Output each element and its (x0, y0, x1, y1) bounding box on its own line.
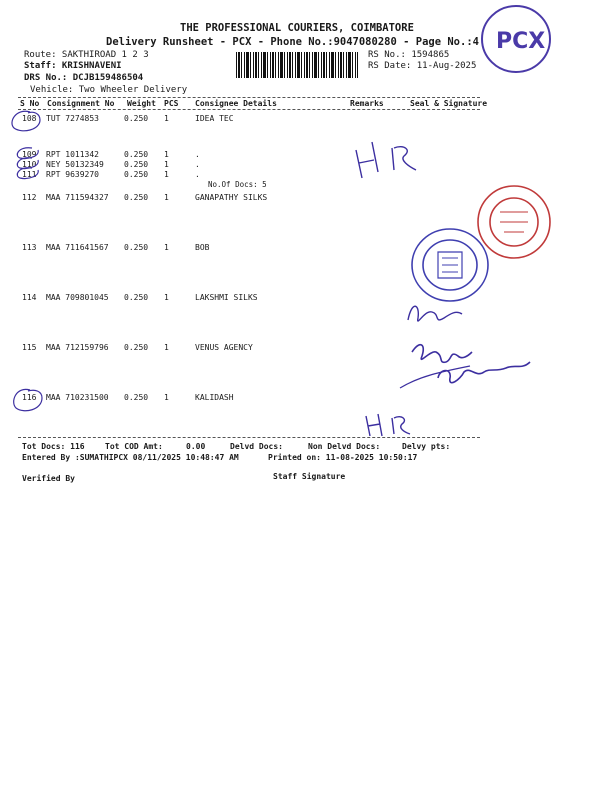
row-consignee: KALIDASH (195, 393, 234, 402)
col-consignee: Consignee Details (195, 99, 277, 108)
signature-underline (400, 366, 470, 388)
rs-date: RS Date: 11-Aug-2025 (368, 61, 477, 71)
row-sno: 114 (22, 293, 37, 302)
bank-seal-icon (412, 229, 488, 301)
non-delvd-docs: Non Delvd Docs: (308, 442, 381, 451)
row-consignment: MAA 709801045 (46, 293, 109, 302)
row-sno: 113 (22, 243, 37, 252)
row-pcs: 1 (164, 193, 169, 202)
hr-scribble-bottom (366, 414, 410, 436)
rs-number: RS No.: 1594865 (368, 50, 450, 60)
hr-scribble-top (356, 142, 416, 178)
col-remarks: Remarks (350, 99, 384, 108)
row-pcs: 1 (164, 114, 169, 123)
col-weight: Weight (127, 99, 156, 108)
tot-cod-label: Tot COD Amt: (105, 442, 163, 451)
company-title: THE PROFESSIONAL COURIERS, COIMBATORE (180, 22, 414, 34)
row-weight: 0.250 (124, 293, 149, 302)
pcx-stamp-text: PCX (496, 29, 546, 54)
row-weight: 0.250 (124, 243, 149, 252)
row-weight: 0.250 (124, 170, 149, 179)
drs-label: DRS No.: DCJB159486504 (24, 73, 144, 83)
row-sno: 109 (22, 150, 37, 159)
tot-cod-amount: 0.00 (186, 442, 206, 451)
staff-label: Staff: KRISHNAVENI (24, 61, 122, 71)
row-consignment: MAA 710231500 (46, 393, 109, 402)
delvd-docs: Delvd Docs: (230, 442, 283, 451)
row-consignment: RPT 9639270 (46, 170, 99, 179)
circle-mark-110 (17, 158, 38, 169)
row-consignee: BOB (195, 243, 210, 252)
row-consignee: . (195, 150, 200, 159)
delvy-pts: Delvy pts: (402, 442, 451, 451)
circle-mark-116 (14, 389, 42, 410)
row-consignment: MAA 712159796 (46, 343, 109, 352)
row-consignment: NEY 50132349 (46, 160, 104, 169)
row-sno: 115 (22, 343, 37, 352)
row-consignee: IDEA TEC (195, 114, 234, 123)
staff-signature: Staff Signature (273, 472, 346, 481)
runsheet-subtitle: Delivery Runsheet - PCX - Phone No.:9047080280 - Page No.:4 (106, 36, 479, 48)
col-seal: Seal & Signature (410, 99, 488, 108)
row-pcs: 1 (164, 160, 169, 169)
row-pcs: 1 (164, 393, 169, 402)
signature-numbers (438, 362, 530, 383)
col-sno: S No (20, 99, 40, 108)
vehicle-label: Vehicle: Two Wheeler Delivery (30, 85, 188, 95)
row-weight: 0.250 (124, 393, 149, 402)
row-sno: 110 (22, 160, 37, 169)
row-weight: 0.250 (124, 193, 149, 202)
row-weight: 0.250 (124, 160, 149, 169)
footer-rule (18, 437, 480, 438)
signature-lakshmi (408, 306, 462, 321)
circle-mark-109 (17, 148, 38, 159)
row-pcs: 1 (164, 343, 169, 352)
row-consignee: VENUS AGENCY (195, 343, 253, 352)
row-consignment: RPT 1011342 (46, 150, 99, 159)
col-consignment: Consignment No (47, 99, 115, 108)
row-consignment: MAA 711594327 (46, 193, 109, 202)
row-sno: 116 (22, 393, 37, 402)
row-pcs: 1 (164, 243, 169, 252)
row-consignment: TUT 7274853 (46, 114, 99, 123)
circle-mark-108 (12, 111, 40, 131)
row-consignee: LAKSHMI SILKS (195, 293, 258, 302)
row-consignee: . (195, 170, 200, 179)
row-weight: 0.250 (124, 114, 149, 123)
row-sno: 111 (22, 170, 37, 179)
tot-docs: Tot Docs: 116 (22, 442, 85, 451)
row-weight: 0.250 (124, 150, 149, 159)
printed-on: Printed on: 11-08-2025 10:50:17 (268, 453, 418, 462)
row-weight: 0.250 (124, 343, 149, 352)
row-pcs: 1 (164, 150, 169, 159)
red-seal-icon (478, 186, 550, 258)
circle-mark-111 (17, 168, 38, 179)
row-consignment: MAA 711641567 (46, 243, 109, 252)
col-pcs: PCS (164, 99, 179, 108)
route-label: Route: SAKTHIROAD 1 2 3 (24, 50, 149, 60)
row-consignee: GANAPATHY SILKS (195, 193, 268, 202)
row-pcs: 1 (164, 170, 169, 179)
row-pcs: 1 (164, 293, 169, 302)
entered-by: Entered By :SUMATHIPCX 08/11/2025 10:48:47 AM (22, 453, 239, 462)
row-sno: 108 (22, 114, 37, 123)
signature-venus (412, 345, 472, 363)
no-of-docs: No.Of Docs: 5 (208, 180, 267, 189)
row-sno: 112 (22, 193, 37, 202)
verified-by: Verified By (22, 474, 75, 483)
row-consignee: . (195, 160, 200, 169)
